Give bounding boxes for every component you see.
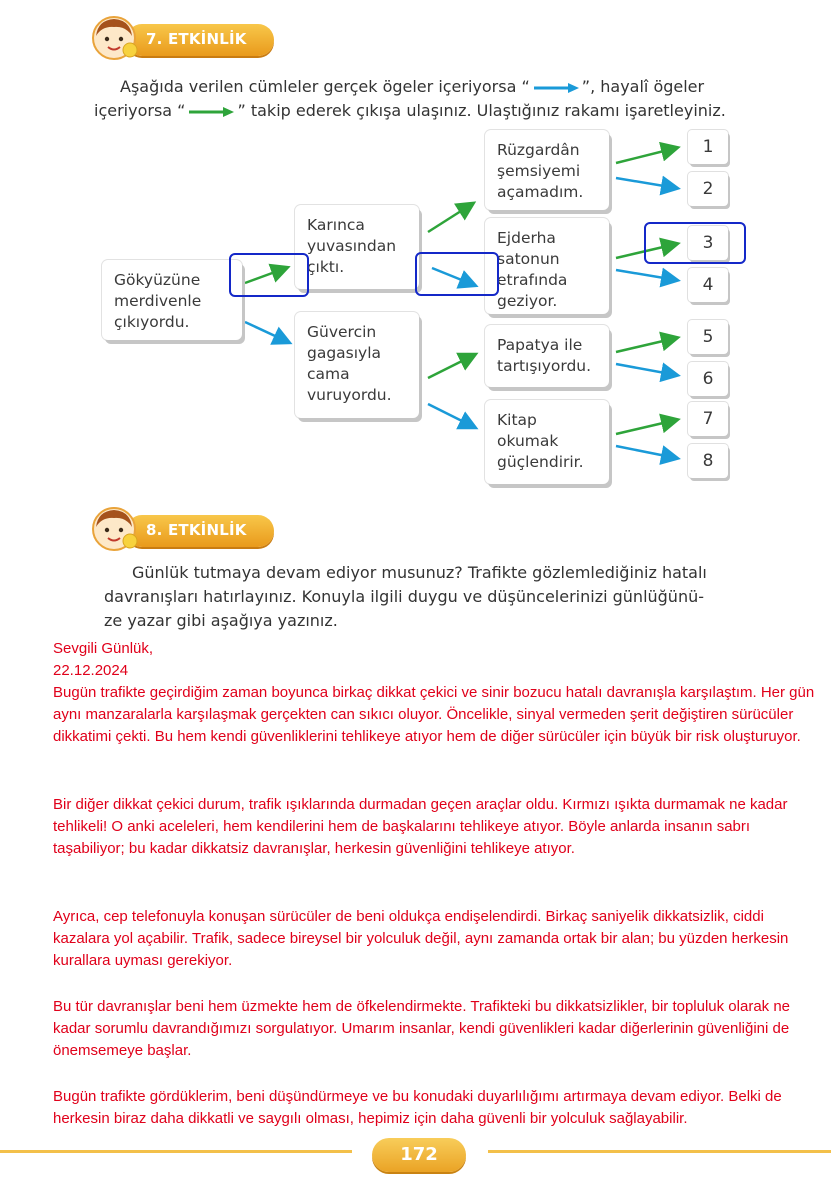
activity-8-header [86,505,276,553]
number-box-8[interactable]: 8 [688,444,728,478]
activity-8-instruction-line1: Günlük tutmaya devam ediyor musunuz? Trafikte gözlemlediğiniz hatalı [132,563,707,582]
mark-first-choice [229,253,309,297]
arrow-kitap-to-8 [616,446,676,458]
arrow-karinca-to-ruzgar [428,204,472,232]
arrow-papatya-to-6 [616,364,676,375]
number-box-2[interactable]: 2 [688,172,728,206]
diary-paragraph-3: Ayrıca, cep telefonuyla konuşan sürücüler de beni oldukça endişelendirdi. Birkaç saniyelik dikkatsizlik, ciddi kazalara yol açabilir. Trafik, sadece bireysel bir yolculuk değil, aynı zamanda ortak bir alan; bu yüzden herkesin kurallara uyması gerekiyor. [53,908,789,969]
arrow-start-to-guvercin [245,322,288,342]
footer-line-right [488,1150,831,1153]
activity-7-title: 7. ETKİNLİK [146,30,247,48]
number-box-3[interactable]: 3 [688,226,728,260]
instruction-text-3: içeriyorsa “ [94,101,186,120]
arrow-guvercin-to-papatya [428,355,474,378]
box-ejderha-text: Ejderha satonun etrafında geziyor. [497,229,568,310]
diary-paragraph-1: Bugün trafikte geçirdiğim zaman boyunca birkaç dikkat çekici ve sinir bozucu hatalı davranışla karşılaştım. Her gün aynı manzaralarla karşılaşmak gerçekten can sıkıcı oluyor. Öncelikle, sinyal vermeden şerit değiştiren sürücüler dikkatimi çekti. Bu hem kendi güvenliklerini tehlikeye atıyor hem de diğer sürücüler için büyük bir risk oluşturuyor. [53,684,815,745]
instruction-text-1: Aşağıda verilen cümleler gerçek ögeler içeriyorsa “ [120,77,530,96]
box-karinca-text: Karınca yuvasından çıktı. [307,216,397,276]
box-karinca [295,205,419,289]
number-box-7[interactable]: 7 [688,402,728,436]
box-ejderha [485,218,609,314]
box-gokyuzune-text: Gökyüzüne merdivenle çıkıyordu. [114,271,202,331]
box-gokyuzune [102,260,242,340]
box-ruzgar [485,130,609,210]
diary-paragraph-5: Bugün trafikte gördüklerim, beni düşündürmeye ve bu konudaki duyarlılığımı artırmaya devam ediyor. Belki de herkesin biraz daha dikkatli ve saygılı olması, hepimiz için daha güvenli bir yolculuk sağlayabilir. [53,1088,782,1127]
instruction-text-4: ” takip ederek çıkışa ulaşınız. Ulaştığınız rakamı işaretleyiniz. [237,101,726,120]
diary-greeting: Sevgili Günlük, [53,640,154,657]
number-box-4[interactable]: 4 [688,268,728,302]
instruction-text-2: ”, hayalî ögeler [581,77,705,96]
box-papatya-text: Papatya ile tartışıyordu. [497,336,592,375]
diary-date: 22.12.2024 [53,662,129,679]
number-box-5[interactable]: 5 [688,320,728,354]
arrow-ruzgar-to-1 [616,148,676,163]
mark-second-choice [415,252,499,296]
box-guvercin [295,312,419,418]
page-number: 172 [372,1138,466,1172]
arrow-ejderha-to-4 [616,270,676,280]
box-papatya [485,325,609,387]
girl-mascot-icon [86,505,142,553]
activity-8-instruction-line2: davranışları hatırlayınız. Konuyla ilgili duygu ve düşüncelerinizi günlüğünü- [104,587,704,606]
activity-8-title: 8. ETKİNLİK [146,521,247,539]
number-box-1[interactable]: 1 [688,130,728,164]
arrow-kitap-to-7 [616,420,676,434]
footer-line-left [0,1150,352,1153]
box-kitap [485,400,609,484]
box-guvercin-text: Güvercin gagasıyla cama vuruyordu. [307,323,392,404]
number-box-6[interactable]: 6 [688,362,728,396]
arrow-ruzgar-to-2 [616,178,676,188]
box-kitap-text: Kitap okumak güçlendirir. [497,411,584,471]
box-ruzgar-text: Rüzgardân şemsiyemi açamadım. [497,141,584,201]
diary-paragraph-4: Bu tür davranışlar beni hem üzmekte hem de öfkelendirmekte. Trafikteki bu dikkatsizlikler, bir topluluk olarak ne kadar sorumlu davrandığımızı sorgulatıyor. Umarım insanlar, kendi güvenlikleri kadar diğerlerinin güvenliğini de önemsemeye başlar. [53,998,791,1059]
activity-8-instruction-line3: ze yazar gibi aşağıya yazınız. [104,611,338,630]
arrow-guvercin-to-kitap [428,404,474,427]
arrow-papatya-to-5 [616,338,676,352]
mark-answer-3 [644,222,746,264]
diary-paragraph-2: Bir diğer dikkat çekici durum, trafik ışıklarında durmadan geçen araçlar oldu. Kırmızı ışıkta durmamak ne kadar tehlikeli! O anki aceleleri, hem kendilerini hem de başkalarını tehlikeye atıyor. Böyle anlarda insanın sabrı taşabiliyor; bu kadar dikkatsiz davranışlar, herkesin güvenliğini tehlikeye atıyor. [53,796,788,857]
